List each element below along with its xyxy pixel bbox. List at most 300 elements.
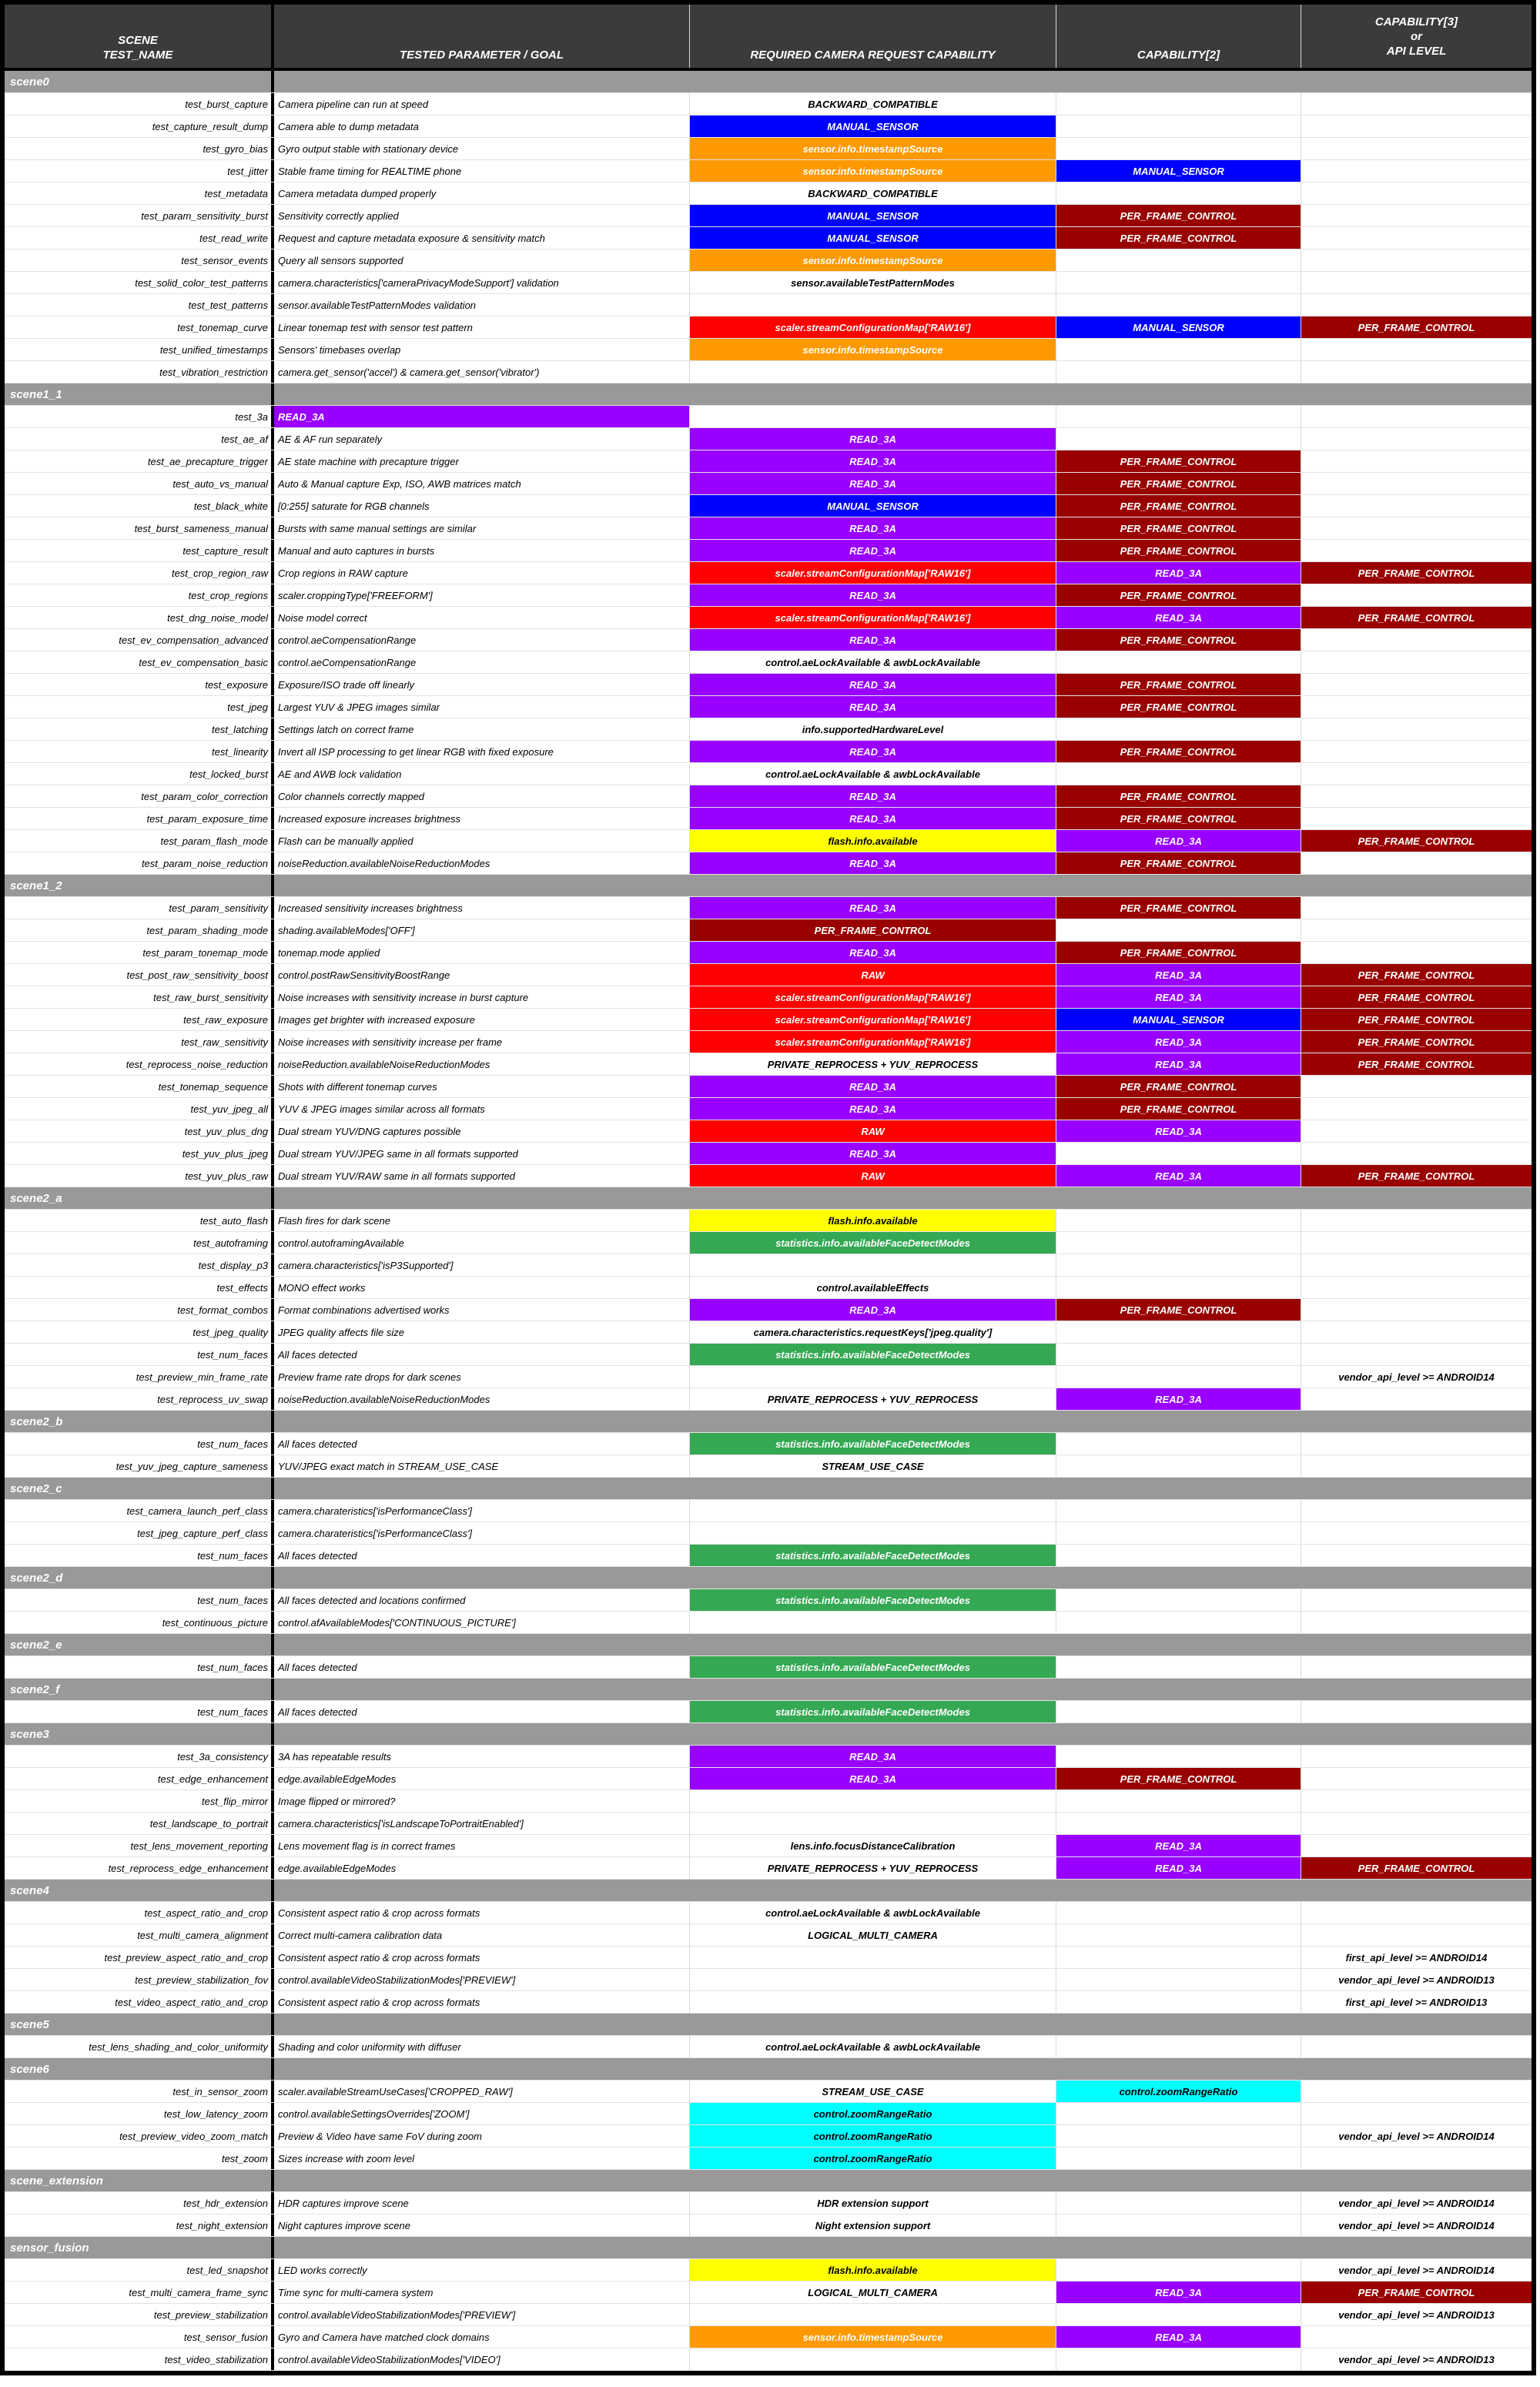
capability-cell xyxy=(1056,1277,1301,1298)
capability-cell: READ_3A xyxy=(690,1746,1056,1767)
scene-section-fill xyxy=(274,71,1532,92)
capability-cell xyxy=(1056,651,1301,673)
capability-cell xyxy=(1056,2259,1301,2281)
goal-cell: 3A has repeatable results xyxy=(274,1746,690,1767)
test-name-cell: test_preview_aspect_ratio_and_crop xyxy=(5,1947,274,1968)
table-row xyxy=(5,272,1532,294)
api-level-cell xyxy=(1301,93,1532,115)
table-row xyxy=(5,1522,1532,1545)
scene-section-header xyxy=(5,1478,1532,1500)
table-body xyxy=(5,71,1532,2371)
test-name-cell: test_low_latency_zoom xyxy=(5,2103,274,2124)
test-name-cell: test_reprocess_noise_reduction xyxy=(5,1053,274,1075)
table-row xyxy=(5,1165,1532,1187)
api-level-cell xyxy=(1301,1701,1532,1722)
test-name-cell: test_aspect_ratio_and_crop xyxy=(5,1902,274,1923)
capability-cell: MANUAL_SENSOR xyxy=(1056,1009,1301,1030)
table-row xyxy=(5,2304,1532,2326)
test-name-cell: test_reprocess_uv_swap xyxy=(5,1388,274,1410)
test-name-cell: test_latching xyxy=(5,718,274,740)
capability-cell: READ_3A xyxy=(1056,1388,1301,1410)
capability-cell: READ_3A xyxy=(690,674,1056,695)
test-name-cell: test_yuv_plus_dng xyxy=(5,1120,274,1142)
goal-cell: noiseReduction.availableNoiseReductionModes xyxy=(274,1053,690,1075)
capability-cell: READ_3A xyxy=(690,852,1056,874)
goal-cell: All faces detected xyxy=(274,1344,690,1365)
capability-cell: sensor.availableTestPatternModes xyxy=(690,272,1056,293)
capability-cell xyxy=(1056,93,1301,115)
api-level-cell xyxy=(1301,272,1532,293)
api-level-cell xyxy=(1301,160,1532,182)
capability-cell: READ_3A xyxy=(690,1299,1056,1321)
api-level-cell xyxy=(1301,674,1532,695)
scene-section-label: scene5 xyxy=(5,2014,274,2035)
goal-cell: Sizes increase with zoom level xyxy=(274,2148,690,2169)
table-row xyxy=(5,763,1532,785)
scene-section-fill xyxy=(274,1411,1532,1432)
api-level-cell xyxy=(1301,1232,1532,1254)
test-name-cell: test_3a xyxy=(5,406,274,427)
test-name-cell: test_param_sensitivity_burst xyxy=(5,205,274,226)
test-name-cell: test_autoframing xyxy=(5,1232,274,1254)
capability-cell xyxy=(1056,763,1301,785)
table-row xyxy=(5,428,1532,450)
table-row xyxy=(5,1321,1532,1344)
test-name-cell: test_raw_burst_sensitivity xyxy=(5,986,274,1008)
goal-cell: Shading and color uniformity with diffuser xyxy=(274,2036,690,2057)
test-name-cell: test_num_faces xyxy=(5,1656,274,1678)
table-row xyxy=(5,718,1532,741)
scene-section-header xyxy=(5,1634,1532,1656)
test-name-cell: test_jpeg xyxy=(5,696,274,718)
api-level-cell xyxy=(1301,361,1532,383)
test-name-cell: test_num_faces xyxy=(5,1433,274,1455)
api-level-cell xyxy=(1301,1589,1532,1611)
capability-cell: READ_3A xyxy=(690,897,1056,919)
table-row xyxy=(5,1143,1532,1165)
table-row xyxy=(5,1120,1532,1143)
table-row xyxy=(5,2192,1532,2215)
test-name-cell: test_gyro_bias xyxy=(5,138,274,159)
api-level-cell xyxy=(1301,294,1532,316)
goal-cell: noiseReduction.availableNoiseReductionModes xyxy=(274,852,690,874)
capability-cell: RAW xyxy=(690,1165,1056,1187)
capability-cell xyxy=(690,1991,1056,2013)
api-level-cell: PER_FRAME_CONTROL xyxy=(1301,607,1532,628)
scene-section-header xyxy=(5,1411,1532,1433)
table-row xyxy=(5,1589,1532,1612)
capability-cell: READ_3A xyxy=(690,1768,1056,1789)
api-level-cell xyxy=(1301,2148,1532,2169)
table-row xyxy=(5,897,1532,919)
test-name-cell: test_param_shading_mode xyxy=(5,919,274,941)
api-level-cell xyxy=(1301,495,1532,517)
goal-cell: noiseReduction.availableNoiseReductionModes xyxy=(274,1388,690,1410)
goal-cell: Query all sensors supported xyxy=(274,249,690,271)
api-level-cell xyxy=(1301,1835,1532,1856)
test-name-cell: test_effects xyxy=(5,1277,274,1298)
capability-cell: PER_FRAME_CONTROL xyxy=(1056,942,1301,963)
capability-cell: control.zoomRangeRatio xyxy=(1056,2081,1301,2102)
goal-cell: Flash can be manually applied xyxy=(274,830,690,852)
capability-cell: scaler.streamConfigurationMap['RAW16'] xyxy=(690,986,1056,1008)
table-row xyxy=(5,160,1532,182)
capability-cell: PRIVATE_REPROCESS + YUV_REPROCESS xyxy=(690,1053,1056,1075)
capability-cell: READ_3A xyxy=(1056,2282,1301,2303)
table-row xyxy=(5,964,1532,986)
goal-cell: Dual stream YUV/RAW same in all formats supported xyxy=(274,1165,690,1187)
table-row xyxy=(5,1612,1532,1634)
capability-cell: READ_3A xyxy=(1056,1835,1301,1856)
api-level-cell xyxy=(1301,584,1532,606)
table-row xyxy=(5,1232,1532,1254)
capability-cell: READ_3A xyxy=(1056,1165,1301,1187)
capability-cell xyxy=(1056,272,1301,293)
test-name-cell: test_jpeg_capture_perf_class xyxy=(5,1522,274,1544)
table-row xyxy=(5,852,1532,875)
capability-cell xyxy=(1056,1143,1301,1164)
goal-cell: control.availableVideoStabilizationModes['PREVIEW'] xyxy=(274,2304,690,2325)
test-name-cell: test_video_aspect_ratio_and_crop xyxy=(5,1991,274,2013)
capability-cell xyxy=(1056,1455,1301,1477)
goal-cell: Camera pipeline can run at speed xyxy=(274,93,690,115)
api-level-cell xyxy=(1301,1902,1532,1923)
scene-section-fill xyxy=(274,2237,1532,2258)
goal-cell: READ_3A xyxy=(274,406,690,427)
scene-section-label: scene4 xyxy=(5,1880,274,1901)
table-row xyxy=(5,517,1532,540)
capability-cell xyxy=(1056,2103,1301,2124)
capability-cell: PER_FRAME_CONTROL xyxy=(1056,450,1301,472)
table-row xyxy=(5,1277,1532,1299)
capability-cell xyxy=(690,361,1056,383)
table-row xyxy=(5,1076,1532,1098)
capability-cell: PER_FRAME_CONTROL xyxy=(1056,1098,1301,1120)
capability-cell: READ_3A xyxy=(1056,607,1301,628)
goal-cell: scaler.croppingType['FREEFORM'] xyxy=(274,584,690,606)
goal-cell: Camera able to dump metadata xyxy=(274,116,690,137)
test-name-cell: test_ae_precapture_trigger xyxy=(5,450,274,472)
api-level-cell xyxy=(1301,651,1532,673)
goal-cell: camera.characteristics['isLandscapeToPortraitEnabled'] xyxy=(274,1813,690,1834)
scene-section-header xyxy=(5,1723,1532,1746)
table-row xyxy=(5,1031,1532,1053)
scene-section-label: scene1_1 xyxy=(5,383,274,405)
capability-cell: READ_3A xyxy=(690,450,1056,472)
capability-cell: READ_3A xyxy=(1056,562,1301,584)
capability-cell xyxy=(690,1522,1056,1544)
api-level-cell: first_api_level >= ANDROID13 xyxy=(1345,1996,1488,2008)
test-name-cell: test_burst_sameness_manual xyxy=(5,517,274,539)
capability-cell: PER_FRAME_CONTROL xyxy=(1056,674,1301,695)
test-name-cell: test_locked_burst xyxy=(5,763,274,785)
api-level-cell xyxy=(1301,741,1532,762)
capability-cell: BACKWARD_COMPATIBLE xyxy=(690,93,1056,115)
api-level-cell: vendor_api_level >= ANDROID14 xyxy=(1338,2197,1495,2209)
capability-cell: control.aeLockAvailable & awbLockAvailable xyxy=(690,1902,1056,1923)
capability-cell: READ_3A xyxy=(690,428,1056,450)
capability-cell: PER_FRAME_CONTROL xyxy=(1056,785,1301,807)
table-row xyxy=(5,1500,1532,1522)
goal-cell: Night captures improve scene xyxy=(274,2215,690,2236)
scene-section-fill xyxy=(274,1567,1532,1589)
api-level-cell xyxy=(1301,1120,1532,1142)
capability-cell xyxy=(1056,1790,1301,1812)
capability-cell: PER_FRAME_CONTROL xyxy=(1056,1768,1301,1789)
goal-cell: HDR captures improve scene xyxy=(274,2192,690,2214)
scene-section-header xyxy=(5,2170,1532,2192)
test-name-cell: test_param_exposure_time xyxy=(5,808,274,829)
table-row xyxy=(5,919,1532,942)
table-row xyxy=(5,2282,1532,2304)
goal-cell: Camera metadata dumped properly xyxy=(274,182,690,204)
goal-cell: camera.characteristics['isP3Supported'] xyxy=(274,1254,690,1276)
table-row xyxy=(5,1656,1532,1679)
table-row xyxy=(5,1790,1532,1813)
goal-cell: Auto & Manual capture Exp, ISO, AWB matrices match xyxy=(274,473,690,494)
goal-cell: Bursts with same manual settings are similar xyxy=(274,517,690,539)
api-level-cell xyxy=(1301,1210,1532,1231)
table-row xyxy=(5,1210,1532,1232)
capability-cell: control.aeLockAvailable & awbLockAvailable xyxy=(690,2036,1056,2057)
capability-cell xyxy=(1056,182,1301,204)
api-level-cell: vendor_api_level >= ANDROID14 xyxy=(1338,2219,1495,2231)
goal-cell: Consistent aspect ratio & crop across formats xyxy=(274,1991,690,2013)
capability-cell xyxy=(1056,1500,1301,1522)
api-level-cell xyxy=(1301,1388,1532,1410)
api-level-cell xyxy=(1301,249,1532,271)
table-row xyxy=(5,1366,1532,1388)
capability-cell: control.availableEffects xyxy=(690,1277,1056,1298)
table-row xyxy=(5,808,1532,830)
api-level-cell: PER_FRAME_CONTROL xyxy=(1301,830,1532,852)
test-name-cell: test_hdr_extension xyxy=(5,2192,274,2214)
api-level-cell: PER_FRAME_CONTROL xyxy=(1301,1857,1532,1879)
goal-cell: Linear tonemap test with sensor test pattern xyxy=(274,316,690,338)
test-name-cell: test_test_patterns xyxy=(5,294,274,316)
api-level-cell xyxy=(1301,1924,1532,1946)
test-name-cell: test_yuv_plus_raw xyxy=(5,1165,274,1187)
scene-section-label: scene1_2 xyxy=(5,875,274,896)
table-row xyxy=(5,2348,1532,2371)
capability-cell xyxy=(1056,718,1301,740)
test-name-cell: test_continuous_picture xyxy=(5,1612,274,1633)
test-name-cell: test_sensor_fusion xyxy=(5,2326,274,2348)
scene-section-label: scene0 xyxy=(5,71,274,92)
api-level-cell xyxy=(1301,1277,1532,1298)
capability-cell: READ_3A xyxy=(690,629,1056,651)
goal-cell: Shots with different tonemap curves xyxy=(274,1076,690,1097)
test-name-cell: test_tonemap_sequence xyxy=(5,1076,274,1097)
table-row xyxy=(5,1857,1532,1880)
capability-cell xyxy=(690,2304,1056,2325)
capability-cell: READ_3A xyxy=(1056,1031,1301,1053)
api-level-cell: PER_FRAME_CONTROL xyxy=(1301,1031,1532,1053)
test-name-cell: test_yuv_plus_jpeg xyxy=(5,1143,274,1164)
api-level-cell xyxy=(1301,182,1532,204)
capability-cell xyxy=(690,2348,1056,2370)
table-row xyxy=(5,540,1532,562)
capability-cell: PER_FRAME_CONTROL xyxy=(1056,227,1301,249)
scene-section-label: scene_extension xyxy=(5,2170,274,2191)
test-name-cell: test_param_tonemap_mode xyxy=(5,942,274,963)
capability-cell: READ_3A xyxy=(690,517,1056,539)
table-row xyxy=(5,1991,1532,2014)
capability-cell: info.supportedHardwareLevel xyxy=(690,718,1056,740)
api-level-cell xyxy=(1301,718,1532,740)
api-level-cell: vendor_api_level >= ANDROID13 xyxy=(1338,2308,1495,2321)
scene-section-label: sensor_fusion xyxy=(5,2237,274,2258)
goal-cell: [0:255] saturate for RGB channels xyxy=(274,495,690,517)
capability-cell: READ_3A xyxy=(1056,1120,1301,1142)
capability-cell: lens.info.focusDistanceCalibration xyxy=(690,1835,1056,1856)
table-row xyxy=(5,138,1532,160)
capability-cell: READ_3A xyxy=(1056,964,1301,986)
capability-cell: READ_3A xyxy=(690,540,1056,561)
capability-cell xyxy=(690,1947,1056,1968)
api-level-cell xyxy=(1301,428,1532,450)
capability-cell: statistics.info.availableFaceDetectModes xyxy=(690,1701,1056,1722)
test-name-cell: test_raw_sensitivity xyxy=(5,1031,274,1053)
scene-section-fill xyxy=(274,1723,1532,1745)
capability-cell: PER_FRAME_CONTROL xyxy=(1056,1299,1301,1321)
capability-cell: statistics.info.availableFaceDetectModes xyxy=(690,1656,1056,1678)
capability-cell xyxy=(1056,361,1301,383)
table-row xyxy=(5,93,1532,116)
test-name-cell: test_display_p3 xyxy=(5,1254,274,1276)
api-level-cell: PER_FRAME_CONTROL xyxy=(1301,562,1532,584)
capability-cell xyxy=(690,1612,1056,1633)
table-row xyxy=(5,450,1532,473)
capability-cell: sensor.info.timestampSource xyxy=(690,138,1056,159)
goal-cell: Noise increases with sensitivity increase in burst capture xyxy=(274,986,690,1008)
goal-cell: Gyro output stable with stationary device xyxy=(274,138,690,159)
capability-cell: statistics.info.availableFaceDetectModes xyxy=(690,1344,1056,1365)
capability-cell: PER_FRAME_CONTROL xyxy=(1056,205,1301,226)
test-name-cell: test_num_faces xyxy=(5,1344,274,1365)
api-level-cell xyxy=(1301,852,1532,874)
goal-cell: Increased exposure increases brightness xyxy=(274,808,690,829)
api-level-cell xyxy=(1301,942,1532,963)
api-level-cell xyxy=(1301,1254,1532,1276)
goal-cell: Lens movement flag is in correct frames xyxy=(274,1835,690,1856)
goal-cell: tonemap.mode applied xyxy=(274,942,690,963)
capability-cell: sensor.info.timestampSource xyxy=(690,339,1056,360)
api-level-cell xyxy=(1301,339,1532,360)
goal-cell: control.afAvailableModes['CONTINUOUS_PICTURE'] xyxy=(274,1612,690,1633)
capability-cell: READ_3A xyxy=(690,808,1056,829)
scene-section-fill xyxy=(274,383,1532,405)
capability-cell: scaler.streamConfigurationMap['RAW16'] xyxy=(690,562,1056,584)
table-row xyxy=(5,1701,1532,1723)
goal-cell: Crop regions in RAW capture xyxy=(274,562,690,584)
table-row xyxy=(5,674,1532,696)
capability-cell xyxy=(1056,1991,1301,2013)
api-level-cell xyxy=(1301,227,1532,249)
api-level-cell xyxy=(1301,897,1532,919)
api-level-cell xyxy=(1301,1076,1532,1097)
table-row xyxy=(5,629,1532,651)
capability-cell: READ_3A xyxy=(690,1098,1056,1120)
capability-cell: RAW xyxy=(690,964,1056,986)
test-name-cell: test_solid_color_test_patterns xyxy=(5,272,274,293)
test-name-cell: test_capture_result xyxy=(5,540,274,561)
test-name-cell: test_black_white xyxy=(5,495,274,517)
api-level-cell xyxy=(1301,517,1532,539)
scene-section-label: scene2_c xyxy=(5,1478,274,1499)
api-level-cell: vendor_api_level >= ANDROID13 xyxy=(1338,1974,1495,1986)
test-name-cell: test_reprocess_edge_enhancement xyxy=(5,1857,274,1879)
table-row xyxy=(5,2326,1532,2348)
capability-cell: HDR extension support xyxy=(690,2192,1056,2214)
capability-cell xyxy=(1056,1321,1301,1343)
capability-cell: scaler.streamConfigurationMap['RAW16'] xyxy=(690,607,1056,628)
goal-cell: Dual stream YUV/JPEG same in all formats supported xyxy=(274,1143,690,1164)
scene-section-fill xyxy=(274,1679,1532,1700)
capability-cell: sensor.info.timestampSource xyxy=(690,2326,1056,2348)
api-level-cell xyxy=(1301,629,1532,651)
test-name-cell: test_landscape_to_portrait xyxy=(5,1813,274,1834)
table-row xyxy=(5,651,1532,674)
table-row xyxy=(5,942,1532,964)
api-level-cell xyxy=(1301,540,1532,561)
scene-section-fill xyxy=(274,2058,1532,2080)
test-name-cell: test_3a_consistency xyxy=(5,1746,274,1767)
test-name-cell: test_sensor_events xyxy=(5,249,274,271)
capability-cell xyxy=(1056,339,1301,360)
capability-cell xyxy=(1056,1902,1301,1923)
goal-cell: scaler.availableStreamUseCases['CROPPED_RAW'] xyxy=(274,2081,690,2102)
capability-cell: PER_FRAME_CONTROL xyxy=(1056,495,1301,517)
goal-cell: Consistent aspect ratio & crop across formats xyxy=(274,1902,690,1923)
api-level-cell xyxy=(1301,1500,1532,1522)
goal-cell: All faces detected xyxy=(274,1656,690,1678)
capability-cell: READ_3A xyxy=(690,696,1056,718)
table-row xyxy=(5,1433,1532,1455)
table-row xyxy=(5,116,1532,138)
goal-cell: Noise model correct xyxy=(274,607,690,628)
capability-cell xyxy=(690,1969,1056,1990)
capability-cell xyxy=(1056,1947,1301,1968)
capability-cell: PER_FRAME_CONTROL xyxy=(1056,852,1301,874)
goal-cell: edge.availableEdgeModes xyxy=(274,1768,690,1789)
table-row xyxy=(5,986,1532,1009)
test-name-cell: test_param_sensitivity xyxy=(5,897,274,919)
table-row xyxy=(5,294,1532,316)
test-name-cell: test_auto_vs_manual xyxy=(5,473,274,494)
scene-section-label: scene2_a xyxy=(5,1187,274,1209)
table-row xyxy=(5,1813,1532,1835)
capability-cell: PER_FRAME_CONTROL xyxy=(1056,473,1301,494)
test-name-cell: test_preview_stabilization xyxy=(5,2304,274,2325)
test-name-cell: test_preview_min_frame_rate xyxy=(5,1366,274,1388)
capability-cell: READ_3A xyxy=(690,1143,1056,1164)
test-name-cell: test_unified_timestamps xyxy=(5,339,274,360)
api-level-cell xyxy=(1301,1790,1532,1812)
test-name-cell: test_vibration_restriction xyxy=(5,361,274,383)
capability-cell: MANUAL_SENSOR xyxy=(690,227,1056,249)
capability-cell: statistics.info.availableFaceDetectModes xyxy=(690,1433,1056,1455)
capability-cell: PRIVATE_REPROCESS + YUV_REPROCESS xyxy=(690,1388,1056,1410)
goal-cell: Sensors' timebases overlap xyxy=(274,339,690,360)
table-row xyxy=(5,562,1532,584)
table-row xyxy=(5,473,1532,495)
capability-cell xyxy=(1056,428,1301,450)
table-header-row xyxy=(5,5,1532,71)
test-name-cell: test_post_raw_sensitivity_boost xyxy=(5,964,274,986)
goal-cell: Flash fires for dark scene xyxy=(274,1210,690,1231)
api-level-cell xyxy=(1301,1545,1532,1566)
